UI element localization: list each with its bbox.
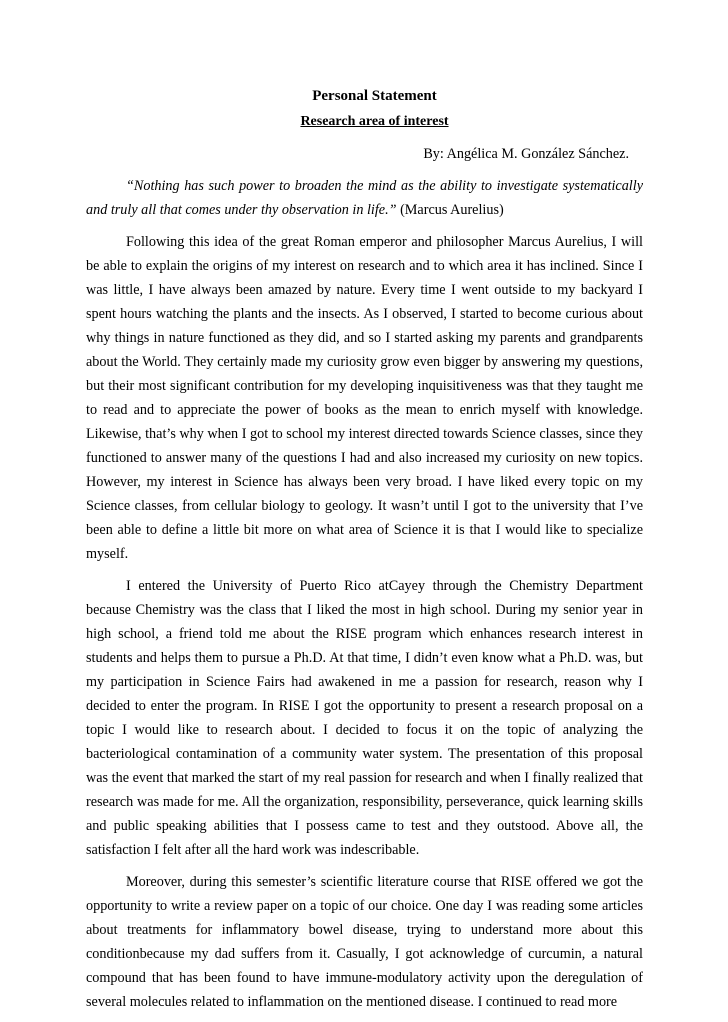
paragraph-2: I entered the University of Puerto Rico atCayey through the Chemistry Department because Chemistry was the class that I liked the most in high school. During my senior year in high school, a friend told me about the RISE program which enhances research interest in students and helps them to pursue a Ph.D. At that time, I didn’t even know what a Ph.D. was, but my participation in Science Fairs had awakened in me a passion for research, reason why I decided to enter the program. In RISE I got the opportunity to present a research proposal on a topic I would like to research about. I decided to focus it on the topic of analyzing the bacteriological contamination of a community water system. The presentation of this proposal was the event that marked the start of my real passion for research and when I finally realized that research was made for me. All the organization, responsibility, perseverance, quick learning skills and public speaking abilities that I possess came to test and they outstood. Above all, the satisfaction I felt after all the hard work was indescribable.	[86, 578, 643, 858]
document-subtitle: Research area of interest	[300, 114, 449, 129]
epigraph	[86, 174, 643, 222]
epigraph-source: (Marcus Aurelius)	[396, 202, 504, 218]
document-title: Personal Statement	[312, 88, 437, 104]
document-page	[86, 84, 643, 1022]
epigraph-quote: “Nothing has such power to broaden the mind as the ability to investigate systematically and truly all that comes under thy observation in life.”	[86, 178, 643, 218]
paragraph-3: Moreover, during this semester’s scientific literature course that RISE offered we got the opportunity to write a review paper on a topic of our choice. One day I was reading some articles about treatments for inflammatory bowel disease, trying to understand more about this conditionbecause my dad suffers from it. Casually, I got acknowledge of curcumin, a natural compound that has been found to have immune-modulatory activity upon the deregulation of several molecules related to inflammation on the mentioned disease. I continued to read more	[86, 874, 643, 1010]
author-line: By: Angélica M. González Sánchez.	[423, 146, 629, 162]
paragraph-1: Following this idea of the great Roman emperor and philosopher Marcus Aurelius, I will be able to explain the origins of my interest on research and to which area it has inclined. Since I was little, I have always been amazed by nature. Every time I went outside to my backyard I spent hours watching the plants and the insects. As I observed, I started to become curious about why things in nature functioned as they did, and so I started asking my parents and grandparents about the World. They certainly made my curiosity grow even bigger by answering my questions, but their most significant contribution for my developing inquisitiveness was that they taught me to read and to appreciate the power of books as the mean to enrich myself with knowledge. Likewise, that’s why when I got to school my interest directed towards Science classes, since they functioned to answer many of the questions I had and also increased my curiosity on new topics. However, my interest in Science has always been very broad. I have liked every topic on my Science classes, from cellular biology to geology. It wasn’t until I got to the university that I’ve been able to define a little bit more on what area of Science it is that I would like to specialize myself.	[86, 234, 643, 562]
